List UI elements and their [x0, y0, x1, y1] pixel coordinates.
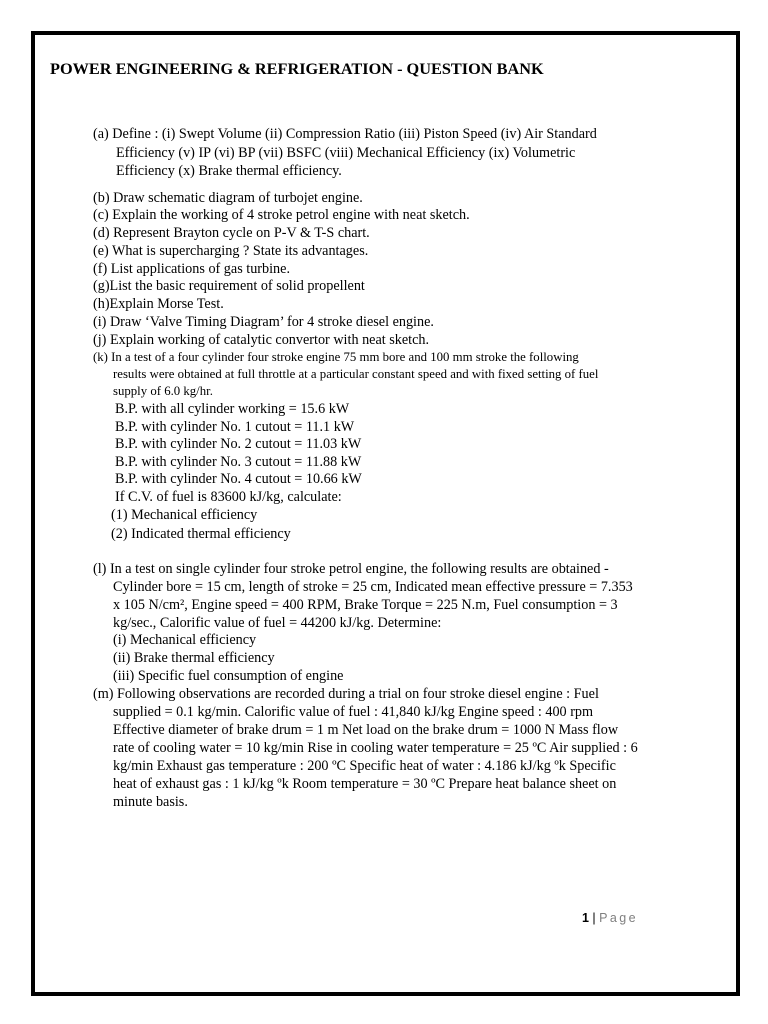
question-m-line-3: Effective diameter of brake drum = 1 m Net load on the brake drum = 1000 N Mass flow: [113, 722, 619, 738]
page-title: POWER ENGINEERING & REFRIGERATION - QUESTION BANK: [50, 59, 544, 78]
question-k-line-1: (k) In a test of a four cylinder four stroke engine 75 mm bore and 100 mm stroke the following: [93, 350, 579, 364]
question-k-line-3: supply of 6.0 kg/hr.: [113, 384, 213, 398]
question-e: (e) What is supercharging ? State its advantages.: [93, 243, 369, 259]
page-separator: |: [588, 911, 600, 925]
question-k-bp-cyl1: B.P. with cylinder No. 1 cutout = 11.1 kW: [115, 419, 355, 435]
question-m-line-2: supplied = 0.1 kg/min. Calorific value of fuel : 41,840 kJ/kg Engine speed : 400 rpm: [113, 704, 594, 720]
page-number: 1: [582, 911, 589, 925]
question-a-line-1: (a) Define : (i) Swept Volume (ii) Compression Ratio (iii) Piston Speed (iv) Air Standard: [93, 126, 597, 142]
question-l-line-1: (l) In a test on single cylinder four stroke petrol engine, the following results are obtained -: [93, 561, 609, 577]
question-k-line-2: results were obtained at full throttle at a particular constant speed and with fixed setting of fuel: [113, 367, 599, 381]
question-g: (g)List the basic requirement of solid propellent: [93, 278, 365, 294]
question-k-bp-all: B.P. with all cylinder working = 15.6 kW: [115, 401, 350, 417]
question-l-line-4: kg/sec., Calorific value of fuel = 44200 kJ/kg. Determine:: [113, 615, 442, 631]
question-b: (b) Draw schematic diagram of turbojet engine.: [93, 190, 363, 206]
question-k-part-2: (2) Indicated thermal efficiency: [111, 526, 291, 542]
question-m-line-4: rate of cooling water = 10 kg/min Rise in cooling water temperature = 25 ºC Air supplied : 6: [113, 740, 638, 756]
question-l-part-iii: (iii) Specific fuel consumption of engine: [113, 668, 344, 684]
question-h: (h)Explain Morse Test.: [93, 296, 224, 312]
question-m-line-1: (m) Following observations are recorded during a trial on four stroke diesel engine : Fuel: [93, 686, 599, 702]
question-l-part-i: (i) Mechanical efficiency: [113, 632, 257, 648]
question-k-cv: If C.V. of fuel is 83600 kJ/kg, calculate:: [115, 489, 342, 505]
question-c: (c) Explain the working of 4 stroke petrol engine with neat sketch.: [93, 207, 470, 223]
question-m-line-6: heat of exhaust gas : 1 kJ/kg ºk Room temperature = 30 ºC Prepare heat balance sheet on: [113, 776, 617, 792]
page-footer: [582, 911, 638, 925]
page-label: Page: [599, 911, 638, 925]
question-k-bp-cyl2: B.P. with cylinder No. 2 cutout = 11.03 kW: [115, 436, 362, 452]
question-l-line-3: x 105 N/cm², Engine speed = 400 RPM, Brake Torque = 225 N.m, Fuel consumption = 3: [113, 597, 618, 613]
question-f: (f) List applications of gas turbine.: [93, 261, 290, 277]
question-d: (d) Represent Brayton cycle on P-V & T-S chart.: [93, 225, 370, 241]
question-k-bp-cyl3: B.P. with cylinder No. 3 cutout = 11.88 kW: [115, 454, 362, 470]
question-m-line-5: kg/min Exhaust gas temperature : 200 ºC Specific heat of water : 4.186 kJ/kg ºk Specific: [113, 758, 616, 774]
question-j: (j) Explain working of catalytic convertor with neat sketch.: [93, 332, 430, 348]
question-l-part-ii: (ii) Brake thermal efficiency: [113, 650, 275, 666]
question-m-line-7: minute basis.: [113, 794, 188, 810]
question-a-line-3: Efficiency (x) Brake thermal efficiency.: [116, 163, 342, 179]
question-i: (i) Draw ‘Valve Timing Diagram’ for 4 stroke diesel engine.: [93, 314, 434, 330]
question-a-line-2: Efficiency (v) IP (vi) BP (vii) BSFC (viii) Mechanical Efficiency (ix) Volumetric: [116, 145, 576, 161]
question-k-part-1: (1) Mechanical efficiency: [111, 507, 258, 523]
question-k-bp-cyl4: B.P. with cylinder No. 4 cutout = 10.66 kW: [115, 471, 362, 487]
question-l-line-2: Cylinder bore = 15 cm, length of stroke = 25 cm, Indicated mean effective pressure = 7.353: [113, 579, 633, 595]
